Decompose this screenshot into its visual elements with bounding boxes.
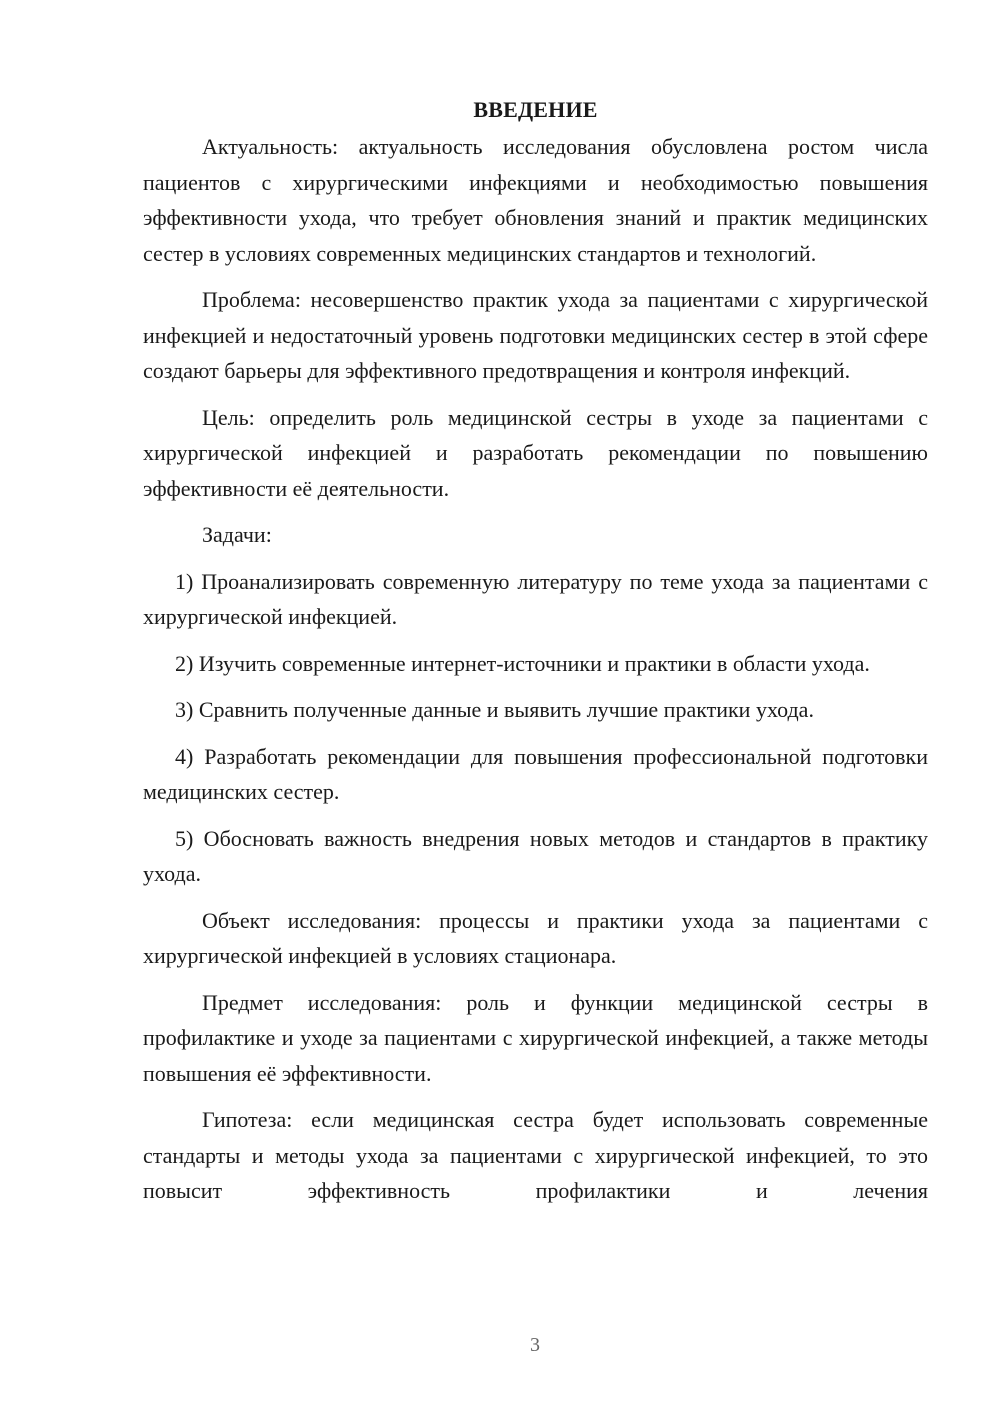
- task-item-1: 1) Проанализировать современную литературу по теме ухода за пациентами с хирургической инфекцией.: [143, 568, 928, 629]
- tasks-label: Задачи:: [202, 522, 272, 547]
- task-item-4: 4) Разработать рекомендации для повышения профессиональной подготовки медицинских сестер.: [143, 743, 928, 804]
- task-item-3: 3) Сравнить полученные данные и выявить лучшие практики ухода.: [175, 697, 814, 722]
- task-item-5: 5) Обосновать важность внедрения новых методов и стандартов в практику ухода.: [143, 825, 928, 886]
- section-heading: ВВЕДЕНИЕ: [473, 97, 598, 122]
- paragraph-relevance: Актуальность: актуальность исследования обусловлена ростом числа пациентов с хирургическими инфекциями и необходимостью повышения эффективности ухода, что требует обновления знаний и практик медицинских сестер в условиях современных медицинских стандартов и технологий.: [143, 134, 928, 266]
- paragraph-subject: Предмет исследования: роль и функции медицинской сестры в профилактике и уходе за пациентами с хирургической инфекцией, а также методы повышения её эффективности.: [143, 989, 928, 1086]
- document-page: [143, 95, 928, 1220]
- paragraph-object: Объект исследования: процессы и практики ухода за пациентами с хирургической инфекцией в условиях стационара.: [143, 907, 928, 968]
- task-item-2: 2) Изучить современные интернет-источники и практики в области ухода.: [175, 650, 870, 676]
- page-number: 3: [530, 1334, 540, 1356]
- paragraph-problem: Проблема: несовершенство практик ухода за пациентами с хирургической инфекцией и недостаточный уровень подготовки медицинских сестер в этой сфере создают барьеры для эффективного предотвращения и контроля инфекций.: [143, 287, 928, 383]
- paragraph-hypothesis: Гипотеза: если медицинская сестра будет использовать современные стандарты и методы ухода за пациентами с хирургической инфекцией, то это повысит эффективность профилактики и лечения: [143, 1107, 928, 1203]
- paragraph-goal: Цель: определить роль медицинской сестры в уходе за пациентами с хирургической инфекцией и разработать рекомендации по повышению эффективности её деятельности.: [143, 404, 928, 501]
